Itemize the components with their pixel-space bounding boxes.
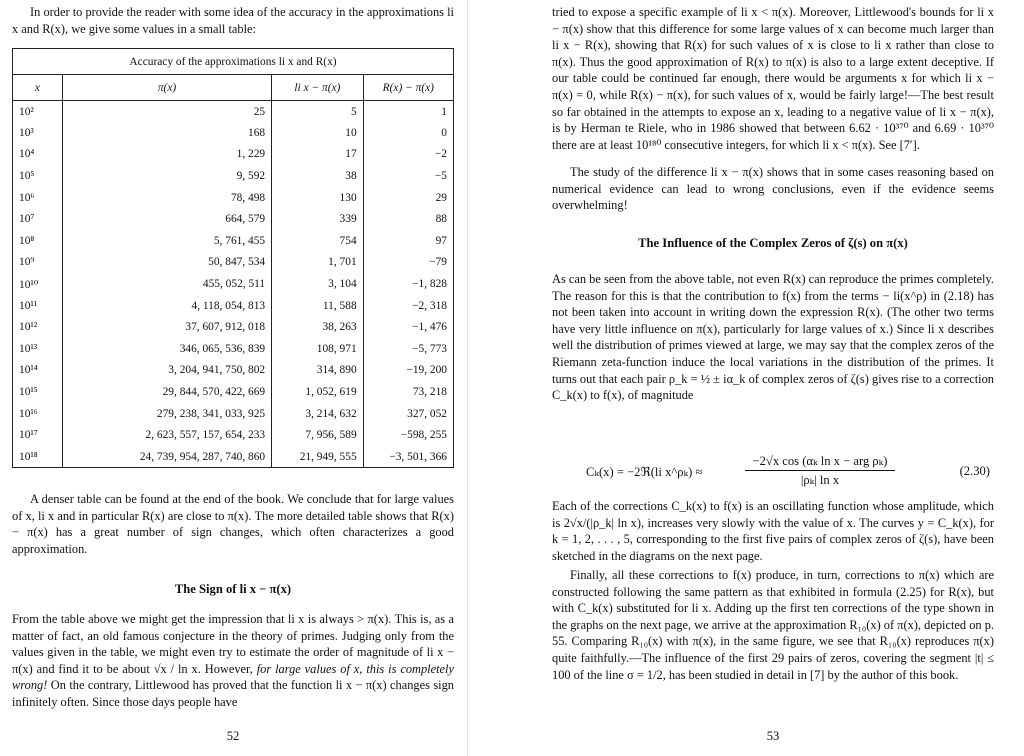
table-cell-value: −19, 200 [363,360,453,382]
table-cell-x: 10¹⁵ [13,381,63,403]
table-cell-x: 10¹¹ [13,295,63,317]
page-number-right: 53 [766,729,780,743]
column-header: R(x) − π(x) [363,75,453,101]
table-cell-value: −2, 318 [363,295,453,317]
table-cell-value: 38 [272,165,364,187]
table-cell-x: 10¹⁰ [13,273,63,295]
table-cell-x: 10⁴ [13,144,63,166]
table-row [13,273,454,295]
table-cell-x: 10¹⁷ [13,424,63,446]
table-cell-value: 29, 844, 570, 422, 669 [62,381,271,403]
table-cell-value: 1 [363,101,453,123]
table-cell-value: 10 [272,122,364,144]
equation-number: (2.30) [959,464,990,478]
table-row [13,101,454,123]
formula-numerator: −2√x cos (αₖ ln x − arg ρₖ) [745,453,895,471]
table-cell-value: 455, 052, 511 [62,273,271,295]
formula-2-30 [560,453,1002,493]
table-cell-value: 339 [272,208,364,230]
table-body [13,101,454,468]
complex-zeros-paragraph: As can be seen from the above table, not even R(x) can reproduce the primes completely. The reason for this is that the contribution to f(x) from the terms − li(x^ρ) in (2.18) has not been taken into account in writing down the expression R(x). (The other two terms have very little influence on π(x), particularly for large values of x.) Since li x describes well the distribution of primes viewed at large, we may say that the complex zeros of the Riemann zeta-function induce the local variations in the distribution of the primes. It turns out that each pair ρ_k = ½ ± iα_k of complex zeros of ζ(s) gives rise to a correction C_k(x) to f(x), of magnitude [552,272,994,403]
table-cell-x: 10⁵ [13,165,63,187]
table-cell-value: −5, 773 [363,338,453,360]
table-cell-value: 108, 971 [272,338,364,360]
table-cell-value: 346, 065, 536, 839 [62,338,271,360]
table-cell-value: 17 [272,144,364,166]
table-row [13,360,454,382]
table-row [13,144,454,166]
continuation-paragraph: tried to expose a specific example of li x < π(x). Moreover, Littlewood's bounds for li x − π(x) show that this difference for some large values of x can become much larger than li x − R(x), showing that R(x) for such values of x is close to li x rather than close to π(x). Thus the good approximation of R(x) to π(x) is also to a large extent deceptive. If our table could be continued far enough, there would be arguments x for which li x − π(x) = 0, while R(x) − π(x), for such values of x, would be fairly large!—The best result so far obtained in the attempts to expose an x, leading to a negative value of li x − π(x), is by Herman te Riele, who in 1986 showed that between 6.62 · 10³⁷⁰ and 6.69 · 10³⁷⁰ there are at least 10¹⁸⁰ consecutive integers, for which li x < π(x). See [7′]. [552,5,994,152]
column-header: li x − π(x) [272,75,364,101]
table-cell-value: 4, 118, 054, 813 [62,295,271,317]
page-number-left: 52 [226,729,240,743]
table-row [13,316,454,338]
table-cell-value: 754 [272,230,364,252]
column-header: x [13,75,63,101]
table-cell-value: 327, 052 [363,403,453,425]
table-cell-value: −5 [363,165,453,187]
sign-paragraph [12,611,454,711]
table-cell-value: −1, 476 [363,316,453,338]
table-cell-value: 50, 847, 534 [62,252,271,274]
right-page [532,0,1024,756]
table-cell-x: 10³ [13,122,63,144]
table-cell-value: 279, 238, 341, 033, 925 [62,403,271,425]
table-cell-value: 97 [363,230,453,252]
table-cell-value: −598, 255 [363,424,453,446]
table-cell-value: −3, 501, 366 [363,446,453,468]
table-cell-value: −2 [363,144,453,166]
column-header: π(x) [62,75,271,101]
table-row [13,165,454,187]
table-cell-value: 88 [363,208,453,230]
table-cell-value: 3, 104 [272,273,364,295]
table-cell-x: 10¹² [13,316,63,338]
table-cell-value: −79 [363,252,453,274]
table-cell-value: 664, 579 [62,208,271,230]
sign-paragraph-end: On the contrary, Littlewood has proved that the function li x − π(x) changes sign infinitely often. Since those days people have [12,678,454,709]
table-cell-value: 314, 890 [272,360,364,382]
table-cell-x: 10¹⁴ [13,360,63,382]
section-heading-complex-zeros: The Influence of the Complex Zeros of ζ(s) on π(x) [638,236,908,250]
table-row [13,295,454,317]
section-heading-sign: The Sign of li x − π(x) [174,582,292,596]
table-header-row [13,75,454,101]
table-cell-value: 73, 218 [363,381,453,403]
table-cell-value: 25 [62,101,271,123]
formula-fraction [745,453,895,488]
formula-lhs: Cₖ(x) = −2ℜ(li x^ρₖ) ≈ [586,465,703,479]
table-cell-value: 5, 761, 455 [62,230,271,252]
table-cell-value: −1, 828 [363,273,453,295]
table-cell-value: 29 [363,187,453,209]
paragraph-after-table: A denser table can be found at the end of the book. We conclude that for large values of x, li x and in particular R(x) are close to π(x). The more detailed table shows that R(x) − π(x) has a great number of sign changes, which often characterizes a good approximation. [12,492,454,556]
table-cell-x: 10² [13,101,63,123]
study-paragraph: The study of the difference li x − π(x) shows that in some cases reasoning based on numerical evidence can lead to wrong conclusions, even if the evidence seems overwhelming! [552,165,994,213]
intro-paragraph: In order to provide the reader with some idea of the accuracy in the approximations li x and R(x), we give some values in a small table: [12,5,454,36]
table-row [13,252,454,274]
table-row [13,381,454,403]
table-cell-x: 10¹⁶ [13,403,63,425]
table-cell-value: 11, 588 [272,295,364,317]
table-row [13,208,454,230]
table-cell-value: 9, 592 [62,165,271,187]
table-cell-value: 21, 949, 555 [272,446,364,468]
accuracy-table [12,74,454,468]
table-cell-x: 10¹³ [13,338,63,360]
table-cell-x: 10¹⁸ [13,446,63,468]
table-cell-x: 10⁶ [13,187,63,209]
left-page [0,0,480,756]
table-cell-value: 130 [272,187,364,209]
table-cell-value: 1, 229 [62,144,271,166]
finally-paragraph: Finally, all these corrections to f(x) produce, in turn, corrections to π(x) which are constructed following the same pattern as that exhibited in formula (2.25) for R(x), but with C_k(x) substituted for li x. Adding up the first ten corrections of the type shown in the graphs on the next page, we arrive at the approximation R₁₀(x) of π(x), depicted on p. 55. Comparing R₁₀(x) with π(x), in the same figure, we see that R₁₀(x) reproduces π(x) quite faithfully.—The influence of the first 29 pairs of zeros, covering the segment |t| ≤ 100 of the line σ = 1/2, has been studied in detail in [7] by the author of this book. [552,568,994,682]
table-cell-value: 24, 739, 954, 287, 740, 860 [62,446,271,468]
table-cell-value: 37, 607, 912, 018 [62,316,271,338]
table-cell-value: 0 [363,122,453,144]
sign-paragraph-emphasis: for large values of x, this is completely wrong! [12,661,454,693]
formula-denominator: |ρₖ| ln x [800,473,840,487]
table-row [13,446,454,468]
table-cell-x: 10⁷ [13,208,63,230]
table-cell-value: 3, 214, 632 [272,403,364,425]
table-cell-value: 2, 623, 557, 157, 654, 233 [62,424,271,446]
table-cell-value: 78, 498 [62,187,271,209]
table-cell-value: 1, 052, 619 [272,381,364,403]
table-row [13,230,454,252]
table-row [13,187,454,209]
table-cell-value: 5 [272,101,364,123]
table-cell-value: 38, 263 [272,316,364,338]
table-caption: Accuracy of the approximations li x and R(x) [12,48,454,74]
corrections-paragraph: Each of the corrections C_k(x) to f(x) is an oscillating function whose amplitude, which is 2√x/(|ρ_k| ln x), increases very slowly with the value of x. The curves y = C_k(x), for k = 1, 2, . . . , 5, corresponding to the first five pairs of complex zeros of ζ(s), have been sketched in the diagrams on the next page. [552,499,994,563]
sign-paragraph-start: From the table above we might get the impression that li x is always > π(x). This is, as a matter of fact, an old famous conjecture in the theory of primes. Judging only from the values given in the table, we might even try to estimate the order of magnitude of li x − π(x) and find it to be about √x / ln x. However, [12,612,454,676]
table-cell-x: 10⁸ [13,230,63,252]
table-cell-value: 7, 956, 589 [272,424,364,446]
table-cell-value: 168 [62,122,271,144]
table-row [13,122,454,144]
table-cell-value: 1, 701 [272,252,364,274]
table-cell-x: 10⁹ [13,252,63,274]
table-row [13,338,454,360]
table-row [13,403,454,425]
table-cell-value: 3, 204, 941, 750, 802 [62,360,271,382]
table-row [13,424,454,446]
